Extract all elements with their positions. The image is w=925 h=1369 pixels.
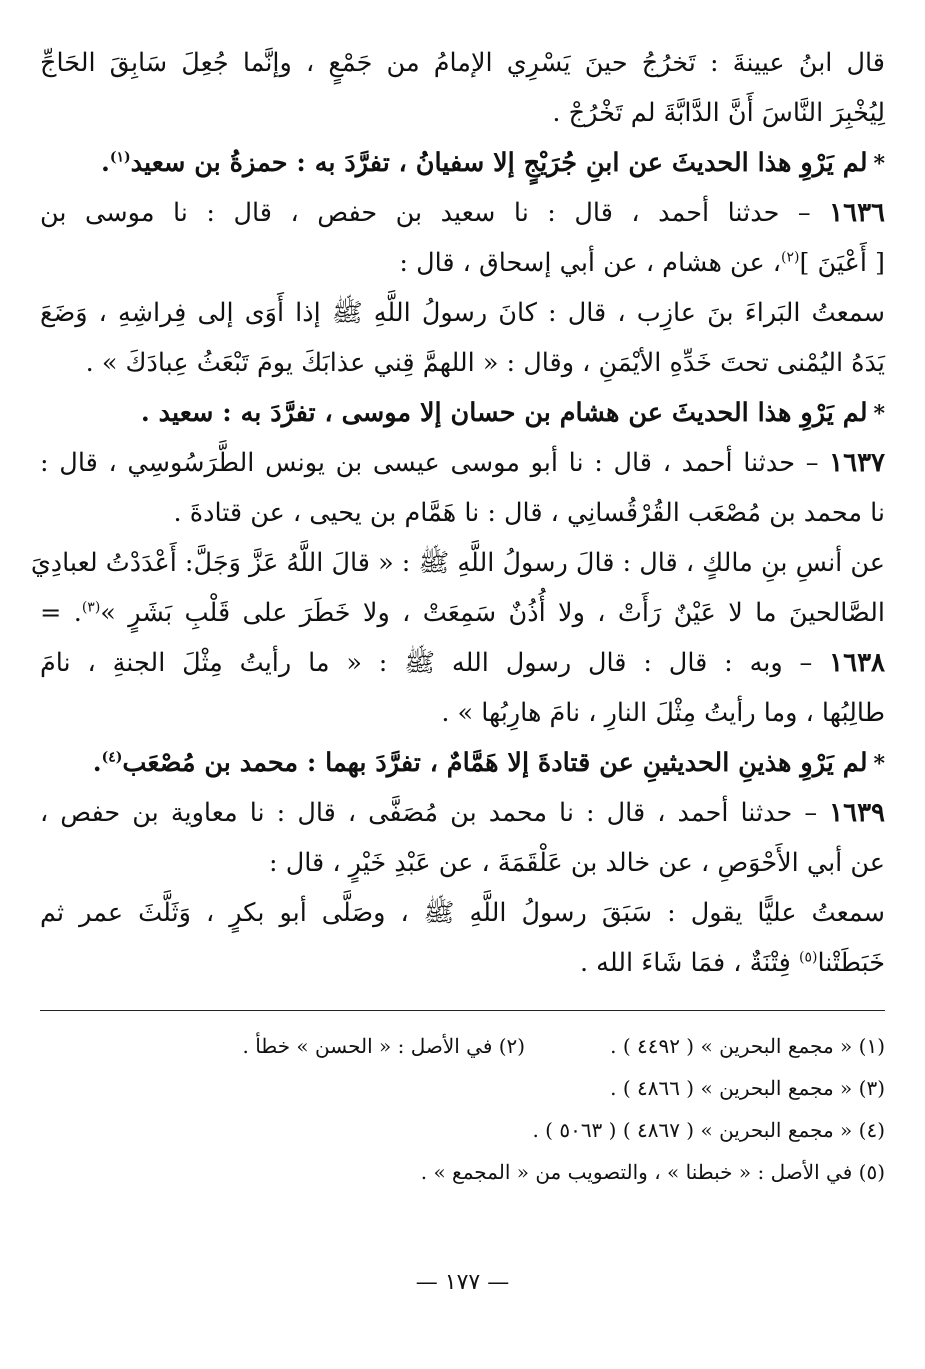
matn-line: سمعتُ عليًّا يقول : سَبَقَ رسولُ اللَّهِ ﷺ ، وصَلَّى أبو بكرٍ ، وَثَلَّثَ عمر ثم — [40, 898, 885, 928]
footnote-3: (٣) « مجمع البحرين » ( ٤٨٦٦ ) . — [610, 1076, 885, 1100]
narrator-note — [40, 388, 885, 438]
matn-line: طالِبُها ، وما رأيتُ مِثْلَ النارِ ، نامَ هارِبُها » . — [441, 698, 885, 728]
footnote-divider — [40, 1010, 885, 1011]
footnote-ref: (٥) — [798, 949, 818, 966]
isnad-text: – حدثنا أحمد ، قال : نا أبو موسى عيسى بن يونس الطَّرَسُوسِي ، قال : — [40, 448, 830, 478]
bracket-text: [ أَعْيَنَ ] — [799, 248, 885, 278]
note-text: لم يَرْوِ هذينِ الحديثينِ عن قتادةَ إلا هَمَّامٌ ، تفرَّدَ بهما : محمد بن مُصْعَب — [122, 748, 868, 778]
asterisk-icon: * — [873, 151, 885, 177]
hadith-number: ١٦٣٦ — [829, 198, 885, 228]
footnote-5: (٥) في الأصل : « خبطنا » ، والتصويب من « المجمع » . — [420, 1160, 885, 1184]
line-end: . = — [40, 598, 82, 628]
asterisk-icon: * — [873, 751, 885, 777]
isnad-line: عن أبي الأَحْوَصِ ، عن خالد بن عَلْقَمَةَ ، عن عَبْدِ خَيْرٍ ، قال : — [269, 848, 885, 878]
footnote-2: (٢) في الأصل : « الحسن » خطأ . — [242, 1034, 526, 1058]
matn-line: عن أنسِ بنِ مالكٍ ، قال : قالَ رسولُ اللَّهِ ﷺ : « قالَ اللَّهُ عَزَّ وَجَلَّ: أَعْدَدْتُ لعبادِيَ — [30, 548, 885, 578]
footnote-4: (٤) « مجمع البحرين » ( ٤٨٦٧ ) ( ٥٠٦٣ ) . — [532, 1118, 885, 1142]
matn-text: الصَّالحينَ ما لا عَيْنٌ رَأَتْ ، ولا أُذُنٌ سَمِعَتْ ، ولا خَطَرَ على قَلْبِ بَشَرٍ » — [100, 598, 886, 628]
narrator-note — [40, 138, 885, 188]
narrator-note — [40, 738, 885, 788]
hadith-heading — [40, 188, 885, 238]
footnote-ref: (١) — [109, 149, 131, 166]
matn-line: يَدَهُ اليُمْنى تحتَ خَدِّهِ الأيْمَنِ ، وقال : « اللهمَّ قِني عذابَكَ يومَ تَبْعَثُ عِبادَكَ » . — [85, 348, 885, 378]
hadith-number: ١٦٣٩ — [829, 798, 885, 828]
matn-text: فِتْنَةٌ ، فمَا شَاءَ الله . — [579, 948, 799, 978]
hadith-number: ١٦٣٨ — [829, 648, 885, 678]
note-text: لم يَرْوِ هذا الحديثَ عن ابنِ جُرَيْجٍ إلا سفيانُ ، تفرَّدَ به : حمزةُ بن سعيد — [130, 148, 868, 178]
footnote-row — [40, 1025, 885, 1067]
isnad-text: – حدثنا أحمد ، قال : نا محمد بن مُصَفَّى ، قال : نا معاوية بن حفص ، — [40, 798, 830, 828]
text-line: لِيُخْبِرَ النَّاسَ أَنَّ الدَّابَّةَ لم تَخْرُجْ . — [552, 98, 885, 128]
matn-line: سمعتُ البَراءَ بنَ عازِب ، قال : كانَ رسولُ اللَّهِ ﷺ إذا أَوَى إلى فِراشِهِ ، وَضَعَ — [40, 298, 885, 328]
footnote-1: (١) « مجمع البحرين » ( ٤٤٩٢ ) . — [610, 1034, 885, 1058]
footnote-ref: (٣) — [81, 599, 101, 616]
asterisk-icon: * — [873, 401, 885, 427]
isnad-text: ، عن هشام ، عن أبي إسحاق ، قال : — [399, 248, 782, 278]
footnote-ref: (٤) — [101, 749, 123, 766]
isnad-line: نا محمد بن مُصْعَب القُرْقُسانِي ، قال : نا هَمَّام بن يحيى ، عن قتادةَ . — [173, 498, 885, 528]
matn-line — [40, 938, 885, 988]
matn-text: خَبَطَتْنا — [817, 948, 885, 978]
page-number: — ١٧٧ — — [415, 1270, 510, 1295]
note-text: لم يَرْوِ هذا الحديثَ عن هشام بن حسان إلا موسى ، تفرَّدَ به : سعيد . — [140, 398, 868, 428]
text-line — [40, 238, 885, 288]
note-end: . — [100, 148, 110, 178]
note-end: . — [92, 748, 102, 778]
text-line: قال ابنُ عيينةَ : تَخرُجُ حينَ يَسْرِي الإمامُ من جَمْعٍ ، وإنَّما جُعِلَ سَابِقَ الحَاجِّ — [40, 48, 885, 78]
page-body — [30, 38, 886, 1193]
hadith-number: ١٦٣٧ — [829, 448, 885, 478]
matn-line — [40, 588, 885, 638]
isnad-text: – حدثنا أحمد ، قال : نا سعيد بن حفص ، قال : نا موسى بن — [40, 198, 830, 228]
footnote-ref: (٢) — [781, 249, 800, 266]
hadith-heading — [40, 638, 885, 688]
isnad-text: – وبه : قال : قال رسول الله ﷺ : « ما رأيتُ مِثْلَ الجنةِ ، نامَ — [40, 648, 830, 678]
hadith-heading — [40, 438, 885, 488]
hadith-heading — [40, 788, 885, 838]
